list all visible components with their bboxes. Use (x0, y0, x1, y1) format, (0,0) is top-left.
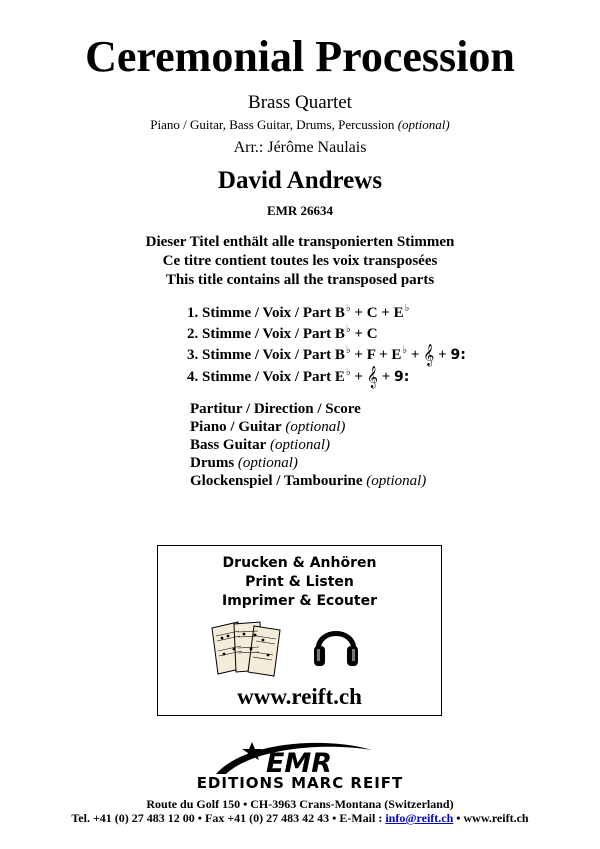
extra-label: Bass Guitar (190, 437, 267, 453)
key-e: E (334, 369, 345, 385)
print-listen-box (157, 545, 442, 716)
key-b: B (334, 305, 345, 321)
notice-english: This title contains all the transposed parts (165, 272, 435, 288)
part-number: 1. (187, 305, 199, 321)
key-b: B (334, 347, 345, 363)
key-e: E (393, 305, 404, 321)
part-3 (187, 341, 466, 365)
extra-optional: (optional) (366, 473, 427, 489)
plus: + (381, 369, 391, 385)
score-title: Ceremonial Procession (85, 32, 515, 81)
key-b: B (334, 326, 345, 342)
treble-clef-icon: 𝄞 (366, 366, 378, 388)
plus: + (354, 347, 363, 363)
composer: David Andrews (217, 167, 383, 194)
plus: + (354, 326, 363, 342)
catalog-number: EMR 26634 (266, 203, 334, 218)
promo-url[interactable]: www.reift.ch (237, 684, 362, 709)
email-link[interactable]: info@reift.ch (385, 811, 454, 825)
flat-icon: ♭ (345, 324, 351, 335)
ensemble: Brass Quartet (248, 92, 352, 113)
extra-glockenspiel (190, 472, 426, 490)
extra-optional: (optional) (270, 437, 331, 453)
key-e: E (391, 347, 402, 363)
key-f: F (366, 347, 376, 363)
promo-german: Drucken & Anhören (222, 555, 377, 571)
extra-optional: (optional) (237, 455, 298, 471)
logo-text: EMR (265, 748, 333, 779)
headphones-icon (310, 618, 362, 670)
part-4 (187, 363, 409, 387)
part-prefix: Stimme / Voix / Part (202, 326, 332, 342)
extra-label: Drums (190, 455, 235, 471)
extra-label: Piano / Guitar (190, 419, 282, 435)
notice-german: Dieser Titel enthält alle transponierten Stimmen (145, 234, 455, 250)
extra-piano (190, 418, 345, 436)
flat-icon: ♭ (404, 303, 410, 314)
flat-icon: ♭ (345, 367, 351, 378)
part-prefix: Stimme / Voix / Part (202, 369, 332, 385)
flat-icon: ♭ (345, 345, 351, 356)
key-c: C (366, 305, 378, 321)
publisher-address: Route du Golf 150 • CH-3963 Crans-Montana (Switzerland) (146, 797, 454, 811)
extra-drums (190, 454, 298, 472)
publisher-contact (0, 811, 600, 826)
extra-score (190, 400, 361, 418)
instrumentation-optional: (optional) (397, 117, 450, 132)
plus: + (410, 347, 420, 363)
instrumentation-list: Piano / Guitar, Bass Guitar, Drums, Percussion (150, 117, 395, 132)
treble-clef-icon: 𝄞 (423, 344, 435, 366)
plus: + (379, 347, 388, 363)
part-number: 4. (187, 369, 199, 385)
extra-bass (190, 436, 330, 454)
bass-clef-icon: 9: (394, 369, 410, 385)
bass-clef-icon: 9: (450, 347, 466, 363)
promo-english: Print & Listen (245, 574, 354, 590)
part-number: 2. (187, 326, 199, 342)
flat-icon: ♭ (345, 303, 351, 314)
part-prefix: Stimme / Voix / Part (202, 347, 332, 363)
extra-label: Glockenspiel / Tambourine (190, 473, 363, 489)
plus: + (354, 369, 363, 385)
notice-french: Ce titre contient toutes les voix transposées (162, 253, 438, 269)
arranger: Arr.: Jérôme Naulais (233, 139, 367, 156)
instrumentation (0, 117, 600, 133)
plus: + (438, 347, 447, 363)
extra-optional: (optional) (285, 419, 346, 435)
flat-icon: ♭ (402, 345, 408, 356)
contact-phone-fax: Tel. +41 (0) 27 483 12 00 • Fax +41 (0) 27 483 42 43 • E-Mail : (71, 811, 386, 825)
part-prefix: Stimme / Voix / Part (202, 305, 332, 321)
key-c: C (366, 326, 378, 342)
plus: + (354, 305, 363, 321)
publisher-name: EDITIONS MARC REIFT (196, 774, 404, 792)
sheet-music-icon (208, 618, 284, 680)
plus: + (381, 305, 390, 321)
promo-french: Imprimer & Ecouter (221, 593, 377, 609)
part-number: 3. (187, 347, 199, 363)
contact-website: • www.reift.ch (453, 811, 529, 825)
extra-label: Partitur / Direction / Score (190, 401, 361, 417)
